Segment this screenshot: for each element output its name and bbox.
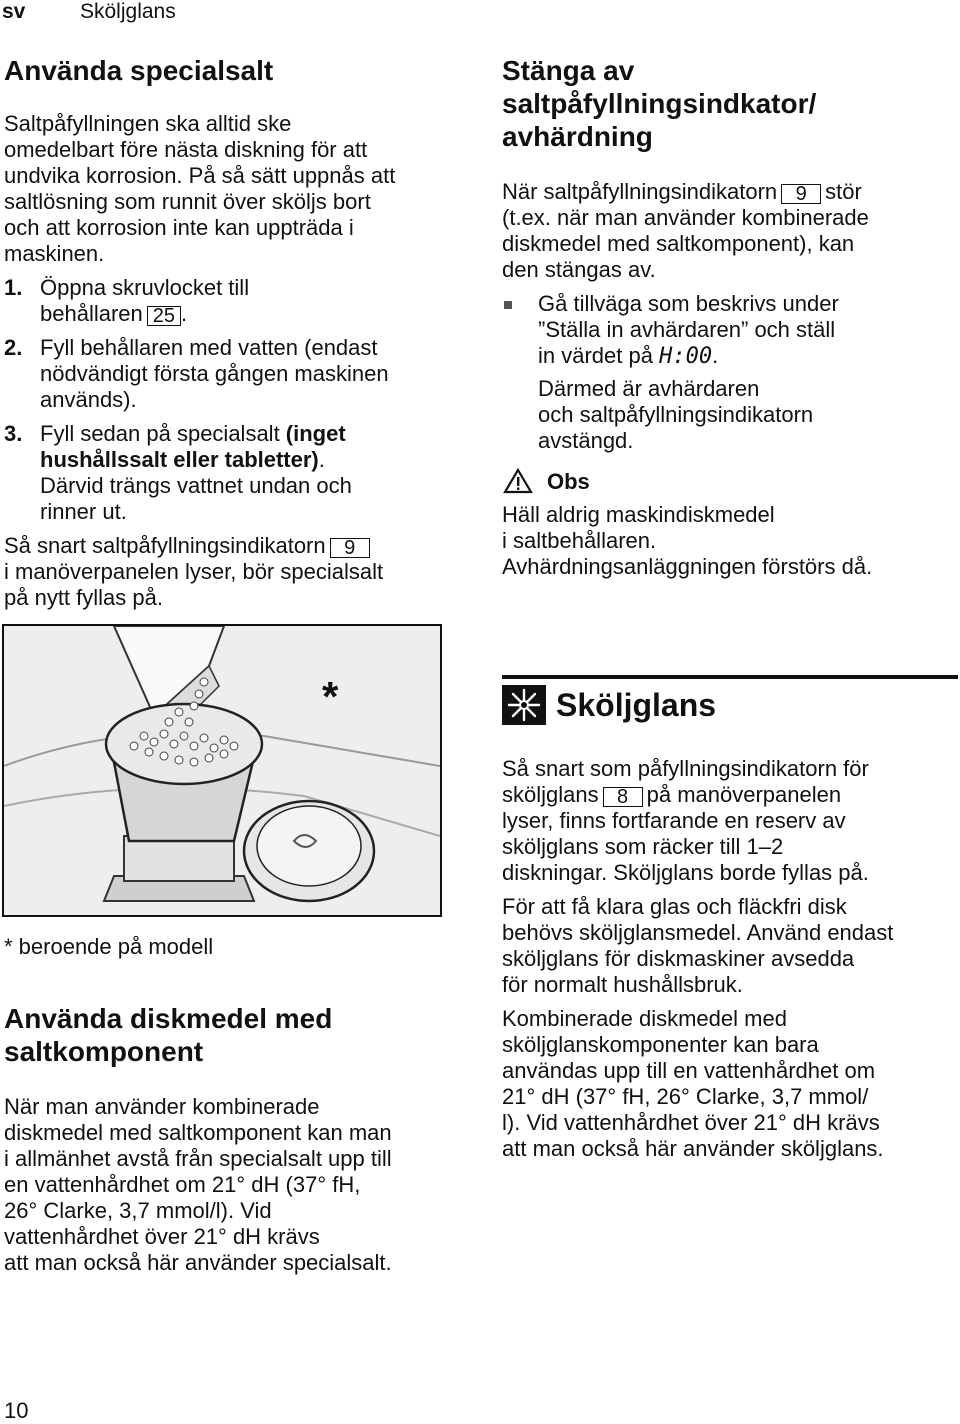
- obs-line: Avhärdningsanläggningen förstörs då.: [502, 554, 873, 579]
- step-line: används).: [40, 387, 137, 412]
- step-2: [4, 335, 464, 413]
- p1-line: sköljglans: [502, 782, 599, 807]
- bullet-line: Gå tillväga som beskrivs under: [538, 291, 839, 316]
- para-line: att man också här använder specialsalt.: [4, 1250, 392, 1275]
- right-column-top: [502, 54, 958, 580]
- intro-line: När saltpåfyllningsindikatorn: [502, 179, 778, 204]
- p2-line: sköljglans för diskmaskiner avsedda: [502, 946, 855, 971]
- intro-line: Saltpåfyllningen ska alltid ske: [4, 111, 292, 136]
- model-dependent-star: *: [322, 673, 339, 720]
- bullet-item: [502, 291, 958, 454]
- heading-anvanda-specialsalt: Använda specialsalt: [4, 55, 274, 86]
- para-line: en vattenhårdhet om 21° dH (37° fH,: [4, 1172, 361, 1197]
- rinse-aid-sparkle-icon: [502, 685, 546, 725]
- p2-line: För att få klara glas och fläckfri disk: [502, 894, 847, 919]
- p2-line: för normalt hushållsbruk.: [502, 972, 743, 997]
- step-number: 3.: [4, 421, 23, 446]
- p3-line: Kombinerade diskmedel med: [502, 1006, 787, 1031]
- after-line: i manöverpanelen lyser, bör specialsalt: [4, 559, 384, 584]
- intro-line: den stängas av.: [502, 257, 656, 282]
- heading-stanga-av: [502, 54, 958, 153]
- intro-line: saltlösning som runnit över sköljs bort: [4, 189, 371, 214]
- key-indicator: 9: [781, 184, 821, 204]
- step-1: [4, 275, 464, 327]
- para-line: diskmedel med saltkomponent kan man: [4, 1120, 392, 1145]
- section-title: Sköljglans: [556, 687, 717, 723]
- header-title: Sköljglans: [80, 0, 176, 23]
- bullet-line: ”Ställa in avhärdaren” och ställ: [538, 317, 836, 342]
- bullet-line: Därmed är avhärdaren: [538, 376, 760, 401]
- intro-line: omedelbart före nästa diskning för att: [4, 137, 368, 162]
- step-number: 2.: [4, 335, 23, 360]
- intro-line: maskinen.: [4, 241, 105, 266]
- step-line: nödvändigt första gången maskinen: [40, 361, 389, 386]
- warning-triangle-icon: [503, 468, 533, 501]
- step-bold: (inget: [285, 421, 346, 446]
- heading-line: Stänga av: [502, 55, 635, 86]
- intro-line: diskmedel med saltkomponent), kan: [502, 231, 855, 256]
- bullet-square-icon: [504, 301, 512, 309]
- bullet-line: och saltpåfyllningsindikatorn: [538, 402, 814, 427]
- key-indicator: 9: [330, 538, 370, 558]
- p3-line: användas upp till en vattenhårdhet om: [502, 1058, 876, 1083]
- punct: .: [318, 447, 325, 472]
- p2-line: behövs sköljglansmedel. Använd endast: [502, 920, 894, 945]
- heading-line: saltkomponent: [4, 1036, 204, 1067]
- salt-funnel-image: [4, 626, 440, 915]
- para-line: i allmänhet avstå från specialsalt upp till: [4, 1146, 392, 1171]
- key-indicator: 8: [603, 787, 643, 807]
- page-number: 10: [4, 1398, 29, 1423]
- intro-line: undvika korrosion. På så sätt uppnås att: [4, 163, 396, 188]
- intro-line: och att korrosion inte kan uppträda i: [4, 215, 354, 240]
- step-line: Fyll sedan på specialsalt: [40, 421, 286, 446]
- bullet-line: avstängd.: [538, 428, 634, 453]
- obs-line: Häll aldrig maskindiskmedel: [502, 502, 775, 527]
- obs-label: Obs: [547, 469, 590, 494]
- step-line: behållaren: [40, 301, 143, 326]
- para-line: När man använder kombinerade: [4, 1094, 320, 1119]
- step-line: rinner ut.: [40, 499, 127, 524]
- step-line: Öppna skruvlocket till: [40, 275, 250, 300]
- obs-notice: [502, 468, 958, 496]
- punct: .: [181, 301, 188, 326]
- display-value: H:00: [659, 344, 713, 369]
- left-column-bottom: [4, 1002, 464, 1276]
- p3-line: 21° dH (37° fH, 26° Clarke, 3,7 mmol/: [502, 1084, 869, 1109]
- p1-line: diskningar. Sköljglans borde fyllas på.: [502, 860, 869, 885]
- p1-line: Så snart som påfyllningsindikatorn för: [502, 756, 869, 781]
- p3-line: sköljglanskomponenter kan bara: [502, 1032, 819, 1057]
- p3-line: l). Vid vattenhårdhet över 21° dH krävs: [502, 1110, 880, 1135]
- p1-line: sköljglans som räcker till 1–2: [502, 834, 784, 859]
- section-header-skoljglans: [502, 675, 958, 725]
- right-column-bottom: [502, 756, 958, 1162]
- bullet-line: in värdet på: [538, 343, 653, 368]
- obs-line: i saltbehållaren.: [502, 528, 657, 553]
- after-line: på nytt fyllas på.: [4, 585, 163, 610]
- p3-line: att man också här använder sköljglans.: [502, 1136, 884, 1161]
- key-indicator: 25: [147, 306, 181, 326]
- intro-line: (t.ex. när man använder kombinerade: [502, 205, 869, 230]
- after-line: Så snart saltpåfyllningsindikatorn: [4, 533, 326, 558]
- heading-line: Använda diskmedel med: [4, 1003, 333, 1034]
- language-code: sv: [2, 0, 26, 23]
- para-line: 26° Clarke, 3,7 mmol/l). Vid: [4, 1198, 272, 1223]
- heading-diskmedel-saltkomponent: [4, 1002, 464, 1068]
- p1-line: lyser, finns fortfarande en reserv av: [502, 808, 846, 833]
- heading-line: avhärdning: [502, 121, 653, 152]
- left-column-top: [4, 54, 464, 611]
- footnote: * beroende på modell: [4, 934, 214, 959]
- p1-line: på manöverpanelen: [646, 782, 842, 807]
- salt-fill-illustration: [2, 624, 442, 917]
- intro-line: stör: [825, 179, 862, 204]
- step-number: 1.: [4, 275, 23, 300]
- punct: .: [712, 343, 719, 368]
- heading-line: saltpåfyllningsindkator/: [502, 88, 817, 119]
- step-line: Fyll behållaren med vatten (endast: [40, 335, 378, 360]
- para-line: vattenhårdhet över 21° dH krävs: [4, 1224, 320, 1249]
- step-3: [4, 421, 464, 525]
- step-bold: hushållssalt eller tabletter): [40, 447, 319, 472]
- step-line: Därvid trängs vattnet undan och: [40, 473, 352, 498]
